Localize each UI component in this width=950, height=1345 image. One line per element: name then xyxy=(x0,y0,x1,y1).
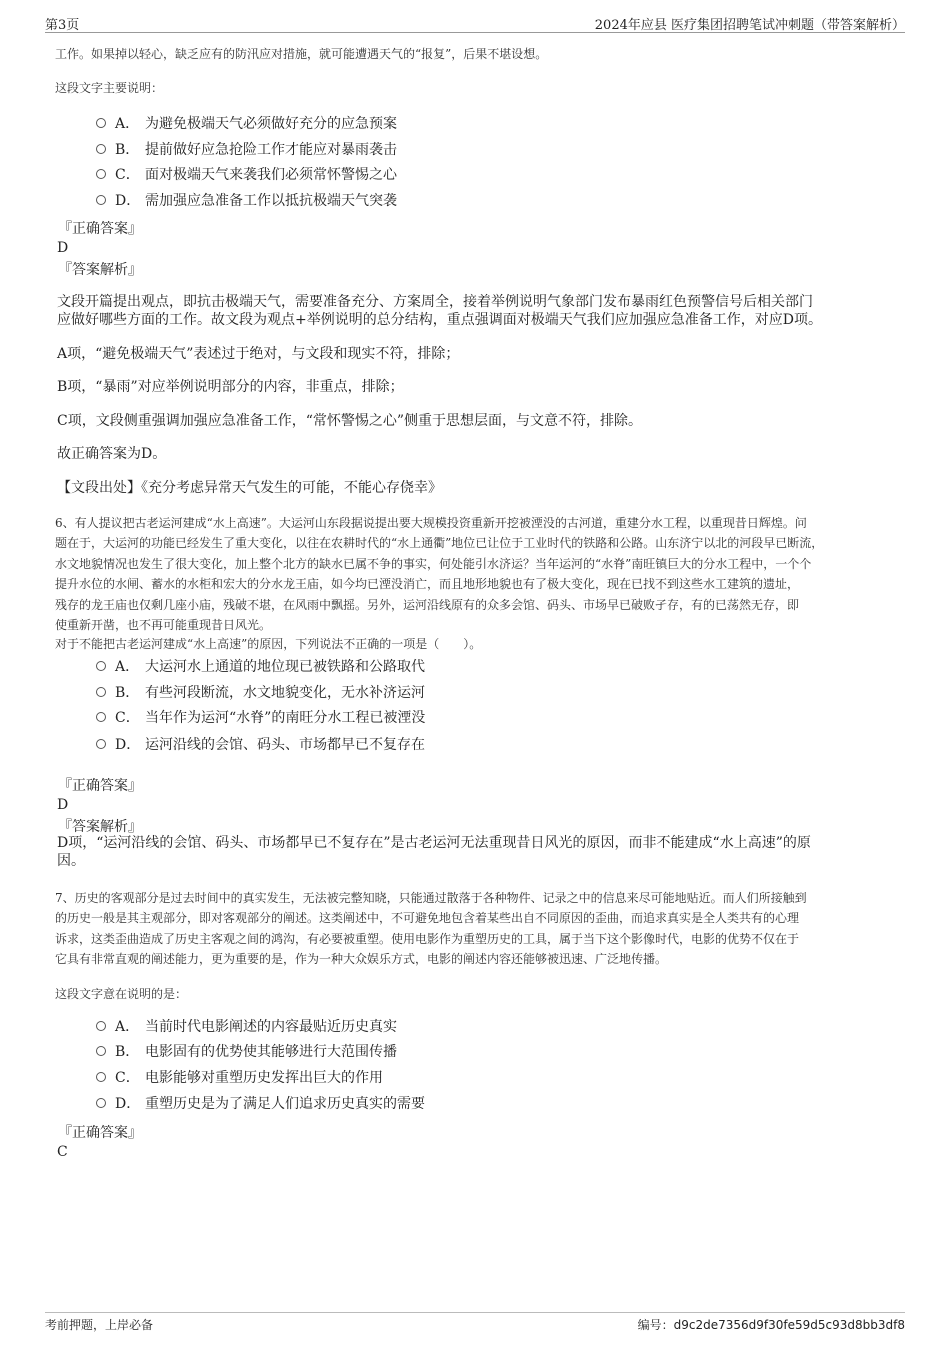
q6-option-d[interactable]: D． 运河沿线的会馆、码头、市场都早已不复存在 xyxy=(96,735,425,755)
q6-stem-line-2: 题在于，大运河的功能已经发生了重大变化，以往在农耕时代的“水上通衢”地位已让位于工业时代的铁路和公路。山东济宁以北的河段早已断流， xyxy=(55,536,824,550)
q7-prompt: 这段文字意在说明的是： xyxy=(55,987,188,1001)
q7-option-c[interactable]: C． 电影能够对重塑历史发挥出巨大的作用 xyxy=(96,1068,383,1088)
q6-analysis-line-2: 因。 xyxy=(57,853,85,869)
page-header xyxy=(45,14,905,33)
document-id: 编号：d9c2de7356d9f30fe59d5c93d8bb3df8 xyxy=(637,1318,905,1332)
q7-option-a[interactable]: A． 当前时代电影阐述的内容最贴近历史真实 xyxy=(96,1017,397,1037)
q5-answer-label: 『正确答案』 xyxy=(58,221,142,237)
q5-option-a[interactable]: A． 为避免极端天气必须做好充分的应急预案 xyxy=(96,114,397,134)
radio-icon[interactable] xyxy=(96,739,106,749)
radio-icon[interactable] xyxy=(96,1072,106,1082)
footer-slogan: 考前押题，上岸必备 xyxy=(45,1318,154,1332)
radio-icon[interactable] xyxy=(96,661,106,671)
q6-answer: D xyxy=(57,797,69,813)
q6-stem-line-5: 残存的龙王庙也仅剩几座小庙，残破不堪，在风雨中飘摇。另外，运河沿线原有的众多会馆、码头、市场早已破败孑存，有的已荡然无存，即 xyxy=(55,598,800,612)
q5-analysis-line-2: 应做好哪些方面的工作。故文段为观点+举例说明的总分结构，重点强调面对极端天气我们应加强应急准备工作，对应D项。 xyxy=(57,312,822,328)
q6-stem-line-3: 水文地貌情况也发生了很大变化，加上整个北方的缺水已属不争的事实，何处能引水济运？当年运河的“水脊”南旺镇巨大的分水工程中，一个个 xyxy=(55,557,812,571)
q7-stem-line-3: 诉求，这类歪曲造成了历史主客观之间的鸿沟，有必要被重塑。使用电影作为重塑历史的工具，属于当下这个影像时代，电影的优势不仅在于 xyxy=(55,932,800,946)
q6-stem-line-1: 6、有人提议把古老运河建成“水上高速”。大运河山东段据说提出要大规模投资重新开挖被湮没的古河道，重建分水工程，以重现昔日辉煌。问 xyxy=(55,516,807,530)
q7-stem-line-1: 7、历史的客观部分是过去时间中的真实发生，无法被完整知晓，只能通过散落于各种物件、记录之中的信息来尽可能地贴近。而人们所接触到 xyxy=(55,891,807,905)
radio-icon[interactable] xyxy=(96,1098,106,1108)
q5-option-c[interactable]: C． 面对极端天气来袭我们必须常怀警惕之心 xyxy=(96,165,397,185)
q7-stem-line-2: 的历史一般是其主观部分，即对客观部分的阐述。这类阐述中，不可避免地包含着某些出自不同原因的歪曲，而追求真实是全人类共有的心理 xyxy=(55,911,800,925)
radio-icon[interactable] xyxy=(96,712,106,722)
q5-analysis-b: B项，“暴雨”对应举例说明部分的内容，非重点，排除； xyxy=(57,379,404,395)
document-title: 2024年应县 医疗集团招聘笔试冲刺题（带答案解析） xyxy=(594,18,905,33)
radio-icon[interactable] xyxy=(96,1021,106,1031)
page-footer xyxy=(45,1312,905,1336)
q6-stem-line-6: 使重新开凿，也不再可能重现昔日风光。 xyxy=(55,618,272,632)
q5-analysis-label: 『答案解析』 xyxy=(58,262,142,278)
q6-analysis-label: 『答案解析』 xyxy=(58,819,142,835)
q5-conclusion: 故正确答案为D。 xyxy=(57,446,167,462)
q5-prompt: 这段文字主要说明： xyxy=(55,81,164,95)
q5-answer: D xyxy=(57,240,69,256)
radio-icon[interactable] xyxy=(96,687,106,697)
radio-icon[interactable] xyxy=(96,169,106,179)
radio-icon[interactable] xyxy=(96,118,106,128)
q5-option-b[interactable]: B． 提前做好应急抢险工作才能应对暴雨袭击 xyxy=(96,140,397,160)
q6-option-a[interactable]: A． 大运河水上通道的地位现已被铁路和公路取代 xyxy=(96,657,425,677)
q5-source: 【文段出处】《充分考虑异常天气发生的可能，不能心存侥幸》 xyxy=(57,480,442,496)
q6-analysis-line-1: D项，“运河沿线的会馆、码头、市场都早已不复存在”是古老运河无法重现昔日风光的原因，而非不能建成“水上高速”的原 xyxy=(57,835,811,851)
q5-analysis-line-1: 文段开篇提出观点，即抗击极端天气，需要准备充分、方案周全，接着举例说明气象部门发布暴雨红色预警信号后相关部门 xyxy=(57,294,813,310)
radio-icon[interactable] xyxy=(96,1046,106,1056)
q5-tail: 工作。如果掉以轻心，缺乏应有的防汛应对措施，就可能遭遇天气的“报复”，后果不堪设想。 xyxy=(55,47,548,61)
q6-option-c[interactable]: C． 当年作为运河“水脊”的南旺分水工程已被湮没 xyxy=(96,708,425,728)
q5-analysis-c: C项，文段侧重强调加强应急准备工作，“常怀警惕之心”侧重于思想层面，与文意不符，排除。 xyxy=(57,413,643,429)
page-number: 第3页 xyxy=(45,18,80,33)
radio-icon[interactable] xyxy=(96,195,106,205)
q7-answer-label: 『正确答案』 xyxy=(58,1125,142,1141)
q5-analysis-a: A项，“避免极端天气”表述过于绝对，与文段和现实不符，排除； xyxy=(57,346,460,362)
q6-answer-label: 『正确答案』 xyxy=(58,778,142,794)
q5-option-d[interactable]: D． 需加强应急准备工作以抵抗极端天气突袭 xyxy=(96,191,397,211)
q7-option-b[interactable]: B． 电影固有的优势使其能够进行大范围传播 xyxy=(96,1042,397,1062)
q7-answer: C xyxy=(57,1144,68,1160)
q6-question: 对于不能把古老运河建成“水上高速”的原因，下列说法不正确的一项是（ ）。 xyxy=(55,637,482,651)
q7-option-d[interactable]: D． 重塑历史是为了满足人们追求历史真实的需要 xyxy=(96,1094,425,1114)
q6-stem-line-4: 提升水位的水闸、蓄水的水柜和宏大的分水龙王庙，如今均已湮没消亡，而且地形地貌也有了极大变化，现在已找不到这些水工建筑的遗址， xyxy=(55,577,800,591)
q6-option-b[interactable]: B． 有些河段断流，水文地貌变化，无水补济运河 xyxy=(96,683,425,703)
radio-icon[interactable] xyxy=(96,144,106,154)
q7-stem-line-4: 它具有非常直观的阐述能力，更为重要的是，作为一种大众娱乐方式，电影的阐述内容还能够被迅速、广泛地传播。 xyxy=(55,952,668,966)
